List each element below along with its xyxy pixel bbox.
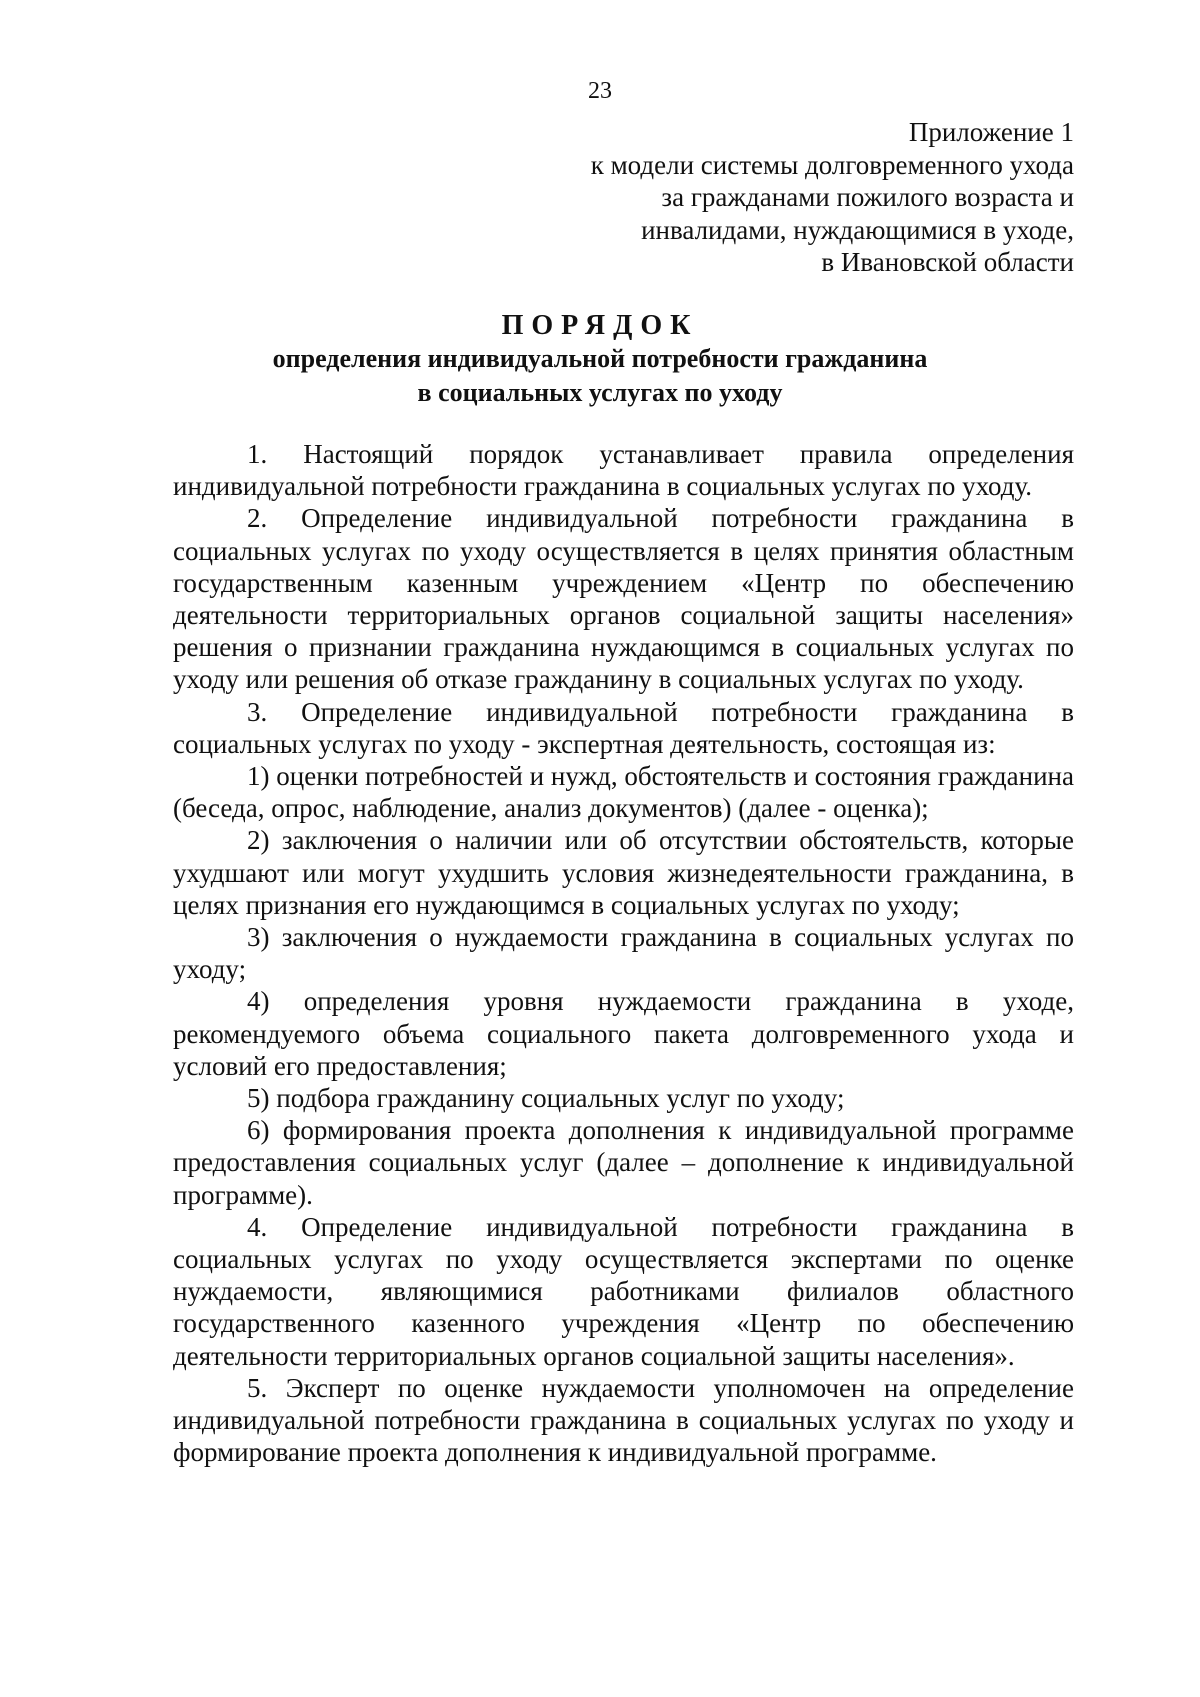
list-item: 6) формирования проекта дополнения к индивидуальной программе предоставления социальных услуг (далее – дополнение к индивидуальной программе).	[173, 1115, 1074, 1210]
subtitle-line: определения индивидуальной потребности гражданина	[272, 344, 928, 373]
appendix-line: Приложение 1	[908, 117, 1074, 147]
page-number: 23	[588, 78, 612, 104]
appendix-header	[454, 116, 1074, 279]
appendix-line: инвалидами, нуждающимися в уходе,	[641, 214, 1074, 245]
list-item: 4) определения уровня нуждаемости гражданина в уходе, рекомендуемого объема социального пакета долговременного ухода и условий его предоставления;	[173, 986, 1074, 1081]
list-item: 3) заключения о нуждаемости гражданина в социальных услугах по уходу;	[173, 922, 1074, 985]
appendix-line: за гражданами пожилого возраста и	[661, 182, 1074, 212]
list-item: 5) подбора гражданину социальных услуг по уходу;	[247, 1083, 845, 1114]
subtitle-line: в социальных услугах по уходу	[417, 378, 783, 407]
appendix-line: в Ивановской области	[821, 247, 1074, 277]
document-body	[173, 438, 1074, 1469]
paragraph: 4. Определение индивидуальной потребности гражданина в социальных услугах по уходу осуществляется экспертами по оценке нуждаемости, являющимися работниками филиалов областного государственного казенного учреждения «Центр по обеспечению деятельности территориальных органов социальной защиты населения».	[173, 1211, 1074, 1371]
list-item: 2) заключения о наличии или об отсутствии обстоятельств, которые ухудшают или могут ухудшить условия жизнедеятельности гражданина, в целях признания его нуждающимся в социальных услугах по уходу;	[173, 825, 1074, 920]
paragraph: 2. Определение индивидуальной потребности гражданина в социальных услугах по уходу осуществляется в целях принятия областным государственным казенным учреждением «Центр по обеспечению деятельности территориальных органов социальной защиты населения» решения о признании гражданина нуждающимся в социальных услугах по уходу или решения об отказе гражданину в социальных услугах по уходу.	[173, 503, 1074, 695]
document-subtitle	[0, 342, 1200, 410]
appendix-line: к модели системы долговременного ухода	[590, 149, 1074, 180]
list-item: 1) оценки потребностей и нужд, обстоятельств и состояния гражданина (беседа, опрос, наблюдение, анализ документов) (далее - оценка);	[173, 761, 1074, 824]
document-title: ПОРЯДОК	[501, 310, 699, 341]
paragraph: 1. Настоящий порядок устанавливает правила определения индивидуальной потребности гражданина в социальных услугах по уходу.	[173, 439, 1074, 502]
paragraph: 3. Определение индивидуальной потребности гражданина в социальных услугах по уходу - экспертная деятельность, состоящая из:	[173, 696, 1074, 759]
paragraph: 5. Эксперт по оценке нуждаемости уполномочен на определение индивидуальной потребности гражданина в социальных услугах по уходу и формирование проекта дополнения к индивидуальной программе.	[173, 1372, 1074, 1468]
